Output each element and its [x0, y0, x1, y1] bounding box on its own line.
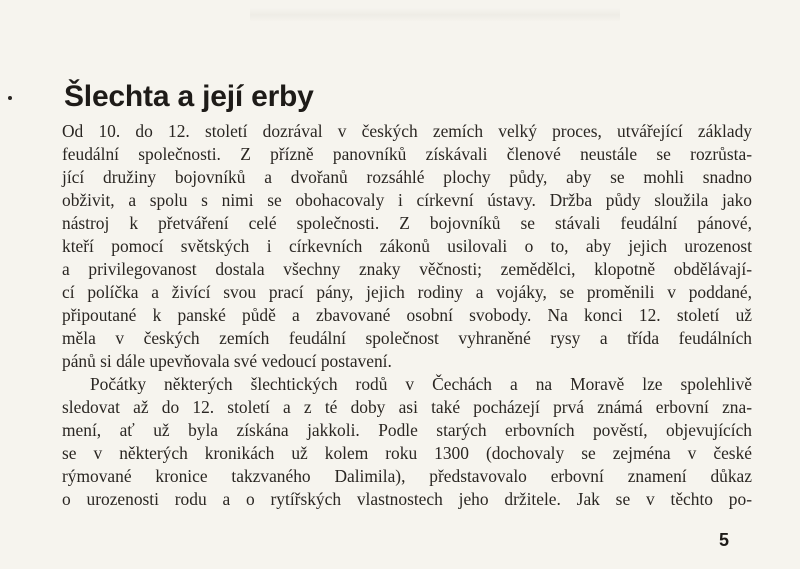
- text-line: feudální společnosti. Z přízně panovníků získávali členové neustále se rozrůsta-: [62, 144, 752, 164]
- text-line: nástroj k přetváření celé společnosti. Z bojovníků se stávali feudální pánové,: [62, 213, 752, 233]
- text-line: mení, ať už byla získána jakkoli. Podle starých erbovních pověstí, objevujících: [62, 420, 752, 440]
- margin-dot: [8, 96, 12, 100]
- text-line: pánů si dále upevňovala své vedoucí postavení.: [62, 351, 392, 371]
- text-line: připoutané k panské půdě a zbavované osobní svobody. Na konci 12. století už: [62, 305, 752, 325]
- text-line: jící družiny bojovníků a dvořanů rozsáhlé plochy půdy, aby se mohli snadno: [62, 167, 752, 187]
- text-line: rýmované kronice takzvaného Dalimila), představovalo erbovní znamení důkaz: [62, 466, 752, 486]
- text-line: Od 10. do 12. století dozrával v českých zemích velký proces, utvářející základy: [62, 121, 752, 141]
- text-line: sledovat až do 12. století a z té doby asi také pocházejí prvá známá erbovní zna-: [62, 397, 752, 417]
- text-line: o urozenosti rodu a o rytířských vlastnostech jeho držitele. Jak se v těchto po-: [62, 489, 752, 509]
- text-line: Počátky některých šlechtických rodů v Čechách a na Moravě lze spolehlivě: [90, 374, 752, 394]
- text-line: obživit, a spolu s nimi se obohacovaly i církevní ústavy. Držba půdy sloužila jako: [62, 190, 752, 210]
- page-title: Šlechta a její erby: [64, 80, 314, 113]
- text-line: cí políčka a živící svou prací pány, jejich rodiny a vojáky, se proměnili v poddané,: [62, 282, 752, 302]
- bleed-through-text: [250, 8, 620, 22]
- text-line: se v některých kronikách už kolem roku 1300 (dochovaly se zejména v české: [62, 443, 752, 463]
- text-line: měla v českých zemích feudální společnost vyhraněné rysy a třída feudálních: [62, 328, 752, 348]
- text-line: kteří pomocí světských i církevních zákonů usilovali o to, aby jejich urozenost: [62, 236, 752, 256]
- page-number: 5: [719, 530, 730, 550]
- text-line: a privilegovanost dostala všechny znaky věčnosti; zemědělci, klopotně obdělávají-: [62, 259, 752, 279]
- body-text: [62, 120, 752, 511]
